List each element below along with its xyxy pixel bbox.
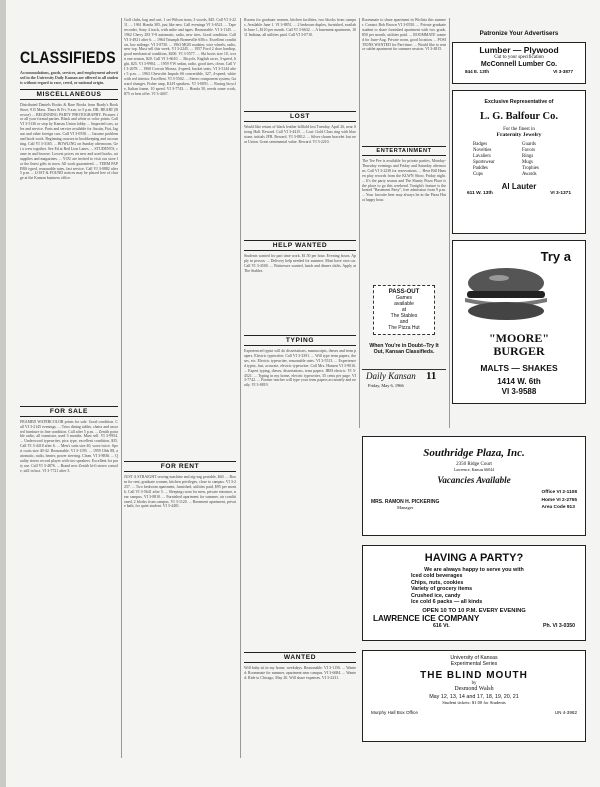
ice-intro: We are always happy to serve you with [424, 567, 524, 573]
southridge-address: 2350 Ridge Court [456, 462, 492, 467]
balfour-item: Guards [522, 142, 536, 147]
balfour-item: Awards [522, 172, 537, 177]
moore-try: Try a [540, 249, 571, 264]
balfour-contact: Al Lauter [501, 182, 537, 191]
section-header-typing: TYPING [244, 335, 356, 346]
patronize-heading: Patronize Your Advertisers [479, 30, 559, 37]
ice-phone: Ph. VI 3-0350 [542, 622, 575, 629]
column-rule [121, 18, 122, 758]
masthead-name: Daily Kansan [366, 371, 416, 381]
wanted-listings: Will baby sit in my home, weekdays. Reasonable. VI 3-1156. ... Wanted: Roommate for summer, apartment near campus. VI 3-6684. ... Wanted: Ride to Chicago, May 20. Will share expenses. VI 3-2231. [244, 666, 356, 680]
ads-column [452, 30, 586, 404]
classifieds-column-2 [124, 18, 236, 765]
pass-out-line-4: The Stables [390, 313, 418, 319]
southridge-manager [371, 489, 439, 512]
ice-title: HAVING A PARTY? [424, 552, 524, 564]
entertainment-listings: The Tee Pee is available for private parties, Monday-Thursday evenings and Friday and Saturday afternoons. Call VI 3-2230 for reservations. ... Hear Bill Hansen play records from the KLWN Show, Friday night. ... It's the party season and The Shanty Pizza Place is the place to go this weekend. Tonight's feature is the hosted "Basement Party", free admission from 9 p.m. ... Your favorite beer may always be in the Pizza Hut at happy hour. [362, 159, 446, 203]
phone-area-code: Area Code 913 [541, 505, 575, 510]
balfour-items [473, 142, 565, 177]
play-phone: UN 4-3982 [554, 710, 577, 715]
balfour-item: Badges [473, 142, 488, 147]
balfour-item: Favors [522, 148, 536, 153]
ice-company-ad [362, 545, 586, 641]
section-header-entertainment: ENTERTAINMENT [362, 146, 446, 156]
southridge-phones [542, 489, 577, 512]
ice-items [373, 573, 575, 606]
ice-address: 616 Vt. [433, 622, 450, 629]
balfour-item: Rings [522, 154, 534, 159]
southridge-vacancies: Vacancies Available [437, 475, 511, 485]
moore-sub: MALTS — SHAKES [480, 363, 558, 373]
play-line-1: University of Kansas [450, 655, 498, 661]
balfour-item: Novelties [473, 148, 492, 153]
miscellaneous-listings: Distributed Daniels Books & Rare Books from Brady's Book Store, 915 Mass. Thurs & Fri. 9 a.m. to 5 p.m. DR. HEART (Browse) ... BEGINNING PARTY PHOTOGRAPHY. Pictures for all your formal parties. Black and white or color prints. Call VI 3-5136 or stop by Kansas Union lobby. ... Imported cars, sales and service. Parts and service available for Austin, Fiat, Jaguar and other foreign cars. Call VI 3-0550. ... Income problem and book work. Beginning courses in bookkeeping and accounting. Call VI 3-3165. ... BOWLING on Sunday afternoons. Get a crew together. See Ed at Red Lion Lanes. ... STUDENTS, come in and browse. Lowest prices on new and used books, art supplies and magazines. ... YOU are invited to visit our store for the finest gifts in town. All work guaranteed. ... TERM PAPERS typed, reasonable rates, fast service. Call VI 3-0882 after 5 p.m. ... LOST & FOUND notices may be placed free of charge at the Kansan business office. [20, 102, 118, 181]
ice-item: Chips, nuts, cookies [411, 579, 464, 586]
balfour-address: 611 W. 13th [467, 191, 493, 196]
hamburger-illustration [461, 265, 551, 323]
southridge-name: Southridge Plaza, Inc. [423, 447, 525, 459]
play-tickets: Student tickets: $1.00 for Students [442, 700, 506, 705]
lumber-title: Lumber — Plywood [479, 45, 559, 55]
southridge-details [371, 489, 577, 512]
balfour-ad [452, 90, 586, 234]
manager-name: MRS. RAMON H. PICKERING [371, 499, 440, 505]
pass-out-line-5: and [399, 319, 409, 325]
lumber-contact [457, 69, 581, 74]
southridge-city: Lawrence, Kansas 66044 [453, 467, 495, 472]
pass-out-line-3: at [401, 307, 407, 313]
section-header-for-sale: FOR SALE [20, 406, 118, 417]
ice-item: Variety of grocery items [411, 586, 473, 593]
balfour-item: Cups [473, 172, 483, 177]
lumber-phone: VI 3-3877 [553, 69, 573, 74]
balfour-head-2: For the finest in [503, 127, 535, 132]
play-author: Desmond Walsh [454, 686, 494, 692]
play-box-office: Murphy Hall Box Office [371, 710, 418, 715]
pass-out-line-1: Games [395, 295, 413, 301]
balfour-head-3: Fraternity Jewelry [496, 132, 542, 138]
masthead-date: Friday, May 6, 1966 [368, 383, 404, 388]
moore-address: 1414 W. 6th [497, 377, 541, 386]
balfour-item: Mugs [522, 160, 533, 165]
help-wanted-listings: Students wanted for part time work. $1.50 per hour. Evening hours. Apply in person. ... Delivery help needed for summer. Must have own car. Call VI 3-4500. ... Waitresses wanted, lunch and dinner shifts. Apply at The Stables. [244, 254, 356, 273]
play-dates: May 12, 13, 14 and 17, 18, 19, 20, 21 [429, 694, 519, 700]
play-line-2: Experimental Series [450, 661, 498, 667]
ice-company-name: LAWRENCE ICE COMPANY [373, 613, 480, 623]
pass-out-line-6: The Pizza Hut [388, 325, 420, 331]
section-header-miscellaneous: MISCELLANEOUS [20, 89, 118, 100]
pass-out-line-2: available [394, 301, 414, 307]
southridge-ad [362, 436, 586, 536]
masthead-page-number: 11 [426, 370, 437, 382]
section-header-for-rent: FOR RENT [124, 461, 236, 472]
ice-item: Iced cold beverages [411, 573, 463, 579]
promo-line-2: Out, Kansan Classifieds. [373, 349, 435, 355]
balfour-contact-line [459, 191, 579, 196]
lumber-ad [452, 42, 586, 84]
play-footer [371, 710, 577, 715]
balfour-head-1: Exclusive Representative of [484, 99, 554, 105]
masthead [362, 369, 446, 394]
ice-item: Ice cold 6 packs — all kinds [411, 599, 483, 606]
typing-listings: Experienced typist will do dissertations, manuscripts, theses and term papers. Electric typewriter. Call VI 3-3391. ... Will type term papers, theses, etc. Electric typewriter, reasonable rates. VI 3-5513. ... Experienced typist, fast, accurate, electric typewriter. Call Mrs. Hansen VI 3-9016. ... Expert typing, theses, dissertations, term papers. IBM electric. VI 3-4521. ... Typing in my home, electric typewriter, 35 cents per page. VI 3-7742. ... Former teacher will type your term papers accurately and neatly. VI 3-8819. [244, 349, 356, 388]
section-header-wanted: WANTED [244, 652, 356, 663]
manager-title: Manager [397, 505, 414, 510]
moore-product: BURGER [493, 344, 545, 358]
lost-listings: Would like return of black leather billfold lost Tuesday, April 26, near Strong Hall. Reward. Call VI 3-4415. ... Lost: Gold Class ring with blue stone, initials JFB. Reward. VI 3-8812. ... Silver charm bracelet lost near Union. Great sentimental value. Reward. VI 3-2210. [244, 125, 356, 144]
rent-listings-continued: Rooms for graduate women, kitchen facilities, two blocks from campus. Available June 1. VI 3-8851. ... 2 bedroom duplex, furnished, available June 1, $110 per month. Call VI 3-6632. ... A basement apartment, 1011 Indiana, all utilities paid. Call VI 3-0710. [244, 18, 356, 37]
ice-footer [373, 614, 575, 629]
phone-home: Home VI 2-2755 [541, 497, 577, 503]
for-sale-listings: FRAMED WATERCOLOR prints for sale. Good condition. Call VI 3-2145 evenings. ... Trios dining tables, chairs and assorted furniture in fine condition. Call after 5 p.m. ... Zenith portable radio, all transistor, used 3 months. Must sell. VI 3-9954. ... Underwood typewriter, pica type, excellent condition, $35. Call VI 3-4418 after 6. ... Men's suits size 40, worn twice. Sport coats size 40-42. Reasonable. VI 3-1195. ... 1959 Olds 88, automatic, radio, heater, power steering. Clean. VI 3-8836. ... Quality stereo record player with two speakers. Excellent for party use. Call VI 3-4876. ... Brand new Zenith hi-fi stereo console, still in box. VI 3-7721 after 5. [20, 419, 118, 473]
balfour-item: Sportswear [473, 160, 495, 165]
classifieds-column-3 [244, 18, 356, 716]
ice-hours: OPEN 10 TO 10 P.M. EVERY EVENING [422, 607, 526, 614]
roommate-listings: Roommate to share apartment in Wichita this summer. Contact Bob Brown VI 3-0550. ... Private graduate student to share furnished apartment with two grads. $50 per month, utilities paid. ... ROOMMATE wanted for June-Aug. Private room, good location. ... POSITIONS WANTED for Part-time. ... Would like to rent or sublet apartment for summer session. VI 3-4815. [362, 18, 446, 52]
balfour-phone: VI 3-1371 [550, 191, 571, 196]
moore-name: "MOORE" [489, 331, 549, 345]
classifieds-column-4 [362, 18, 446, 394]
lumber-company: McConnell Lumber Co. [480, 61, 558, 68]
ice-item: Crushed ice, candy [411, 592, 461, 599]
balfour-name: L. G. Balfour Co. [480, 111, 558, 122]
column-rule [240, 18, 241, 758]
promo-line-1: When You're in Doubt--Try It [369, 343, 439, 349]
for-rent-listings: JUST A STRAIGHT sewing machine and zig-zag portable, $40. ... Room for rent, graduate women, kitchen privileges, close to campus. VI 3-2257. ... Two bedroom apartment, furnished, utilities paid, $95 per month. Call VI 3-5641 after 5. ... Sleeping room for men, private entrance, near campus. VI 3-8810. ... Furnished apartment for summer, air conditioned, 2 blocks from campus. VI 3-1120. ... Basement apartment, private bath, for quiet student. VI 3-4401. [124, 475, 236, 509]
section-header-lost: LOST [244, 111, 356, 122]
balfour-item: Lavaliers [473, 154, 491, 159]
lumber-sub: Cut to your specification [494, 55, 544, 60]
play-ad [362, 650, 586, 742]
play-by: by [471, 681, 477, 686]
moore-phone: VI 3-9588 [501, 387, 537, 396]
classifieds-column-1 [20, 18, 118, 780]
pass-out-title: PASS-OUT [388, 289, 420, 295]
column-rule [449, 18, 450, 428]
balfour-item: Paddles [473, 166, 488, 171]
balfour-item: Trophies [522, 166, 539, 171]
classifieds-intro: Accommodations, goods, services, and employment advertised in the University Daily Kansan are offered to all students without regard to race, creed, or national origin. [20, 71, 118, 85]
lumber-address: 844 E. 13th [465, 69, 490, 74]
column-rule [359, 18, 360, 428]
for-sale-listings-continued: Golf clubs, bag and cart, 1 set Wilson irons, 3 woods, $45. Call VI 3-2211. ... 1961 Honda 305, just like new. Call evenings VI 3-6521. ... Tape recorder, Sony 4 track, with mike and tapes. Reasonable. VI 3-1145. ... 1962 Chevy 283 V-8 automatic, radio, new tires. Good condition. Call VI 3-4921 after 6. ... 1964 Triumph Bonneville 650cc. Excellent condition, low mileage. VI 3-8730. ... 1963 MGB roadster, wire wheels, radio, new top. Must sell this week. VI 3-2245. ... 1957 Ford 2 door hardtop, good mechanical condition, $200. VI 3-5577. ... Ski boots size 10, worn one season, $20. Call VI 3-6610. ... Bicycle, English racer, 3-speed, light, $25. VI 3-9984. ... 1959 VW sedan, radio, good tires, clean. Call VI 3-2678. ... 1960 Corvair Monza, 4-speed, bucket seats. VI 3-3144 after 5 p.m. ... 1963 Chevrolet Impala SS convertible, 327, 4-speed, white with red interior. Excellent. VI 3-5502. ... Stereo component system, Garrard changer, Fisher amp, KLH speakers. VI 3-0091. ... Racing bicycle, Italian frame, 10 speed. VI 3-7743. ... Honda 50, needs some work, $75 or best offer. VI 3-4467. [124, 18, 236, 96]
play-title: THE BLIND MOUTH [420, 670, 528, 681]
moore-burger-ad [452, 240, 586, 404]
pass-out-ad [373, 285, 435, 335]
section-header-help-wanted: HELP WANTED [244, 240, 356, 251]
phone-office: Office VI 2-1108 [541, 490, 577, 495]
scan-edge [0, 0, 6, 787]
classifieds-title: CLASSIFIEDS [20, 49, 116, 67]
